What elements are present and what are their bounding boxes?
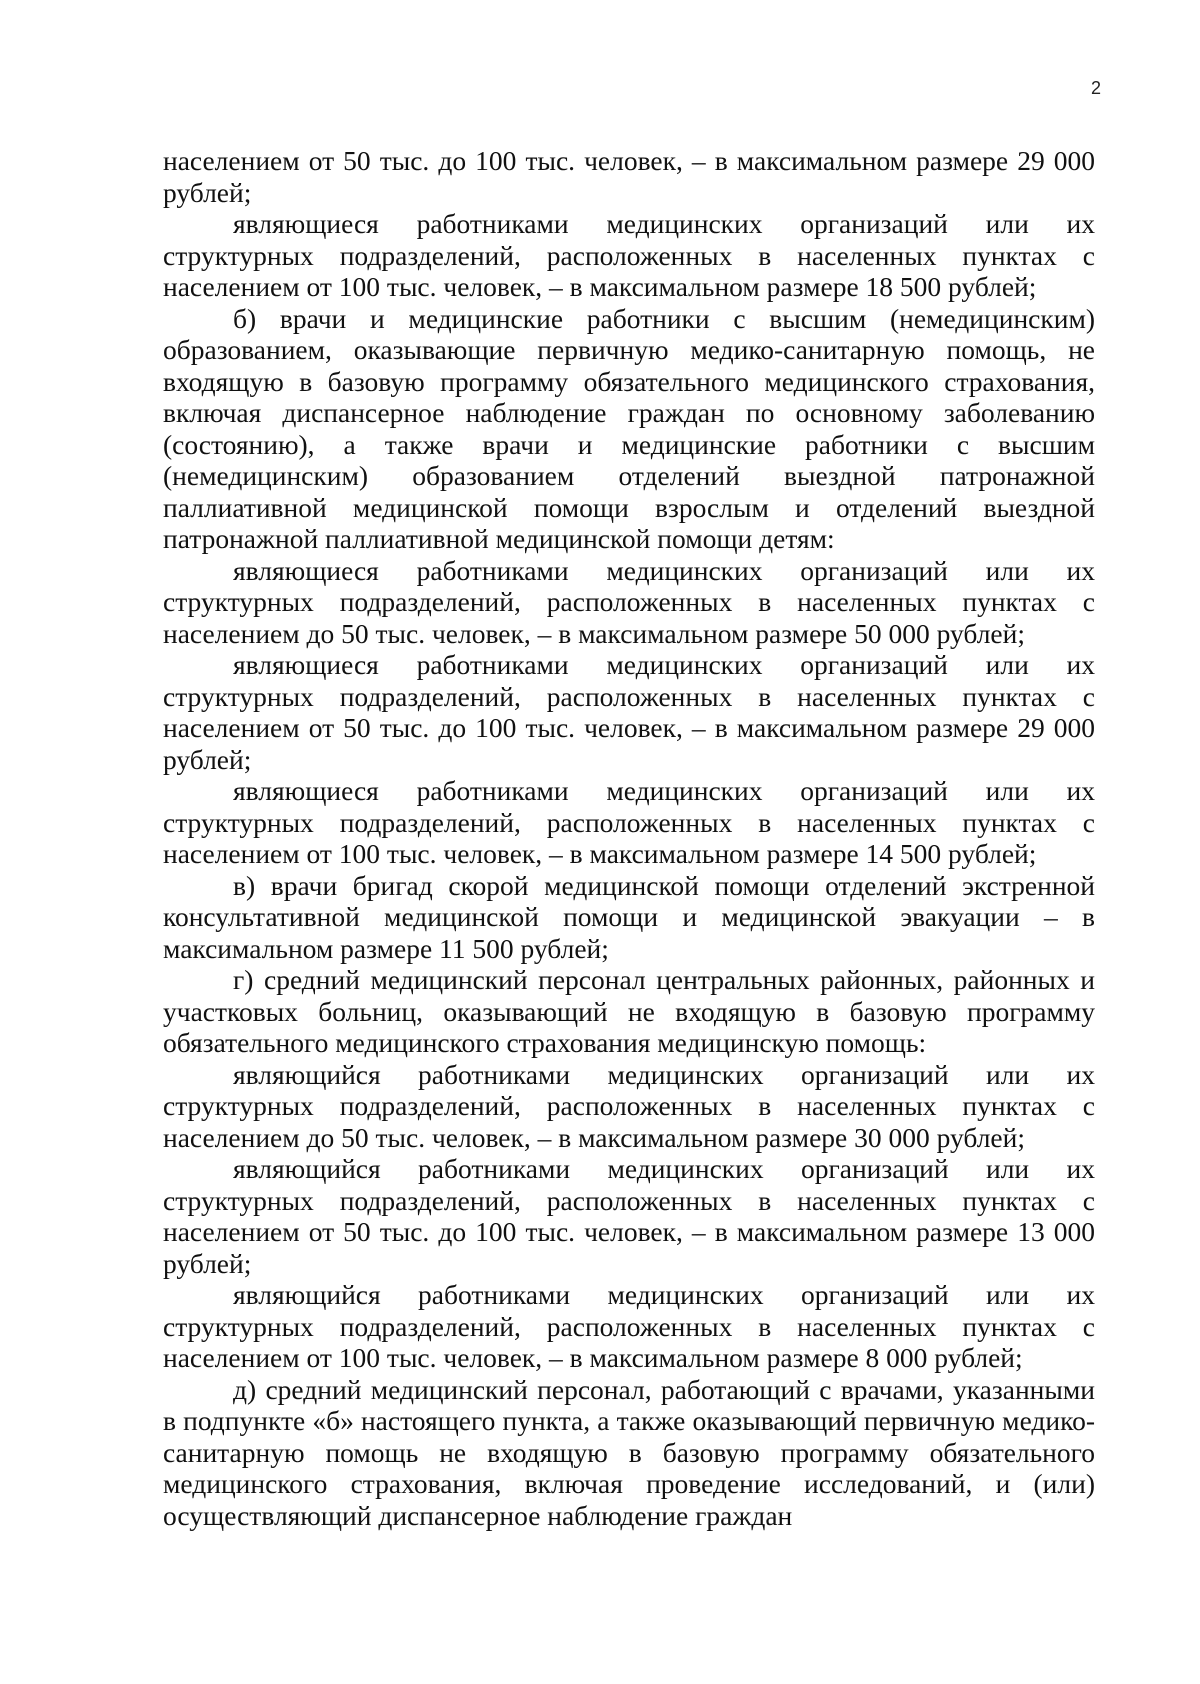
document-body: [163, 145, 1095, 1531]
page-number: 2: [1091, 78, 1102, 98]
paragraph-item: являющийся работниками медицинских организаций или их структурных подразделений, расположенных в населенных пунктах с населением от 100 тыс. человек, – в максимальном размере 8 000 рублей;: [163, 1279, 1095, 1373]
paragraph-subpoint-v: в) врачи бригад скорой медицинской помощи отделений экстренной консультативной медицинской помощи и медицинской эвакуации – в максимальном размере 11 500 рублей;: [163, 869, 1095, 964]
paragraph-item: являющиеся работниками медицинских организаций или их структурных подразделений, расположенных в населенных пунктах с населением от 50 тыс. до 100 тыс. человек, – в максимальном размере 29 000 рублей;: [163, 649, 1095, 775]
paragraph-item: являющиеся работниками медицинских организаций или их структурных подразделений, расположенных в населенных пунктах с населением от 100 тыс. человек, – в максимальном размере 14 500 рублей;: [163, 775, 1095, 869]
paragraph-item: являющийся работниками медицинских организаций или их структурных подразделений, расположенных в населенных пунктах с населением от 50 тыс. до 100 тыс. человек, – в максимальном размере 13 000 рублей;: [163, 1153, 1095, 1279]
paragraph-item: являющийся работниками медицинских организаций или их структурных подразделений, расположенных в населенных пунктах с населением до 50 тыс. человек, – в максимальном размере 30 000 рублей;: [163, 1058, 1095, 1153]
paragraph-subpoint-g: г) средний медицинский персонал центральных районных, районных и участковых больниц, оказывающий не входящую в базовую программу обязательного медицинского страхования медицинскую помощь:: [163, 964, 1095, 1058]
paragraph-item: являющиеся работниками медицинских организаций или их структурных подразделений, расположенных в населенных пунктах с населением от 100 тыс. человек, – в максимальном размере 18 500 рублей;: [163, 208, 1095, 302]
paragraph-subpoint-d: д) средний медицинский персонал, работающий с врачами, указанными в подпункте «б» настоящего пункта, а также оказывающий первичную медико-санитарную помощь не входящую в базовую программу обязательного медицинского страхования, включая проведение исследований, и (или) осуществляющий диспансерное наблюдение граждан: [163, 1373, 1095, 1531]
paragraph-item: являющиеся работниками медицинских организаций или их структурных подразделений, расположенных в населенных пунктах с населением до 50 тыс. человек, – в максимальном размере 50 000 рублей;: [163, 554, 1095, 649]
paragraph-subpoint-b: б) врачи и медицинские работники с высшим (немедицинским) образованием, оказывающие первичную медико-санитарную помощь, не входящую в базовую программу обязательного медицинского страхования, включая диспансерное наблюдение граждан по основному заболеванию (состоянию), а также врачи и медицинские работники с высшим (немедицинским) образованием отделений выездной патронажной паллиативной медицинской помощи взрослым и отделений выездной патронажной паллиативной медицинской помощи детям:: [163, 302, 1095, 554]
paragraph-continuation: населением от 50 тыс. до 100 тыс. человек, – в максимальном размере 29 000 рублей;: [163, 145, 1095, 208]
